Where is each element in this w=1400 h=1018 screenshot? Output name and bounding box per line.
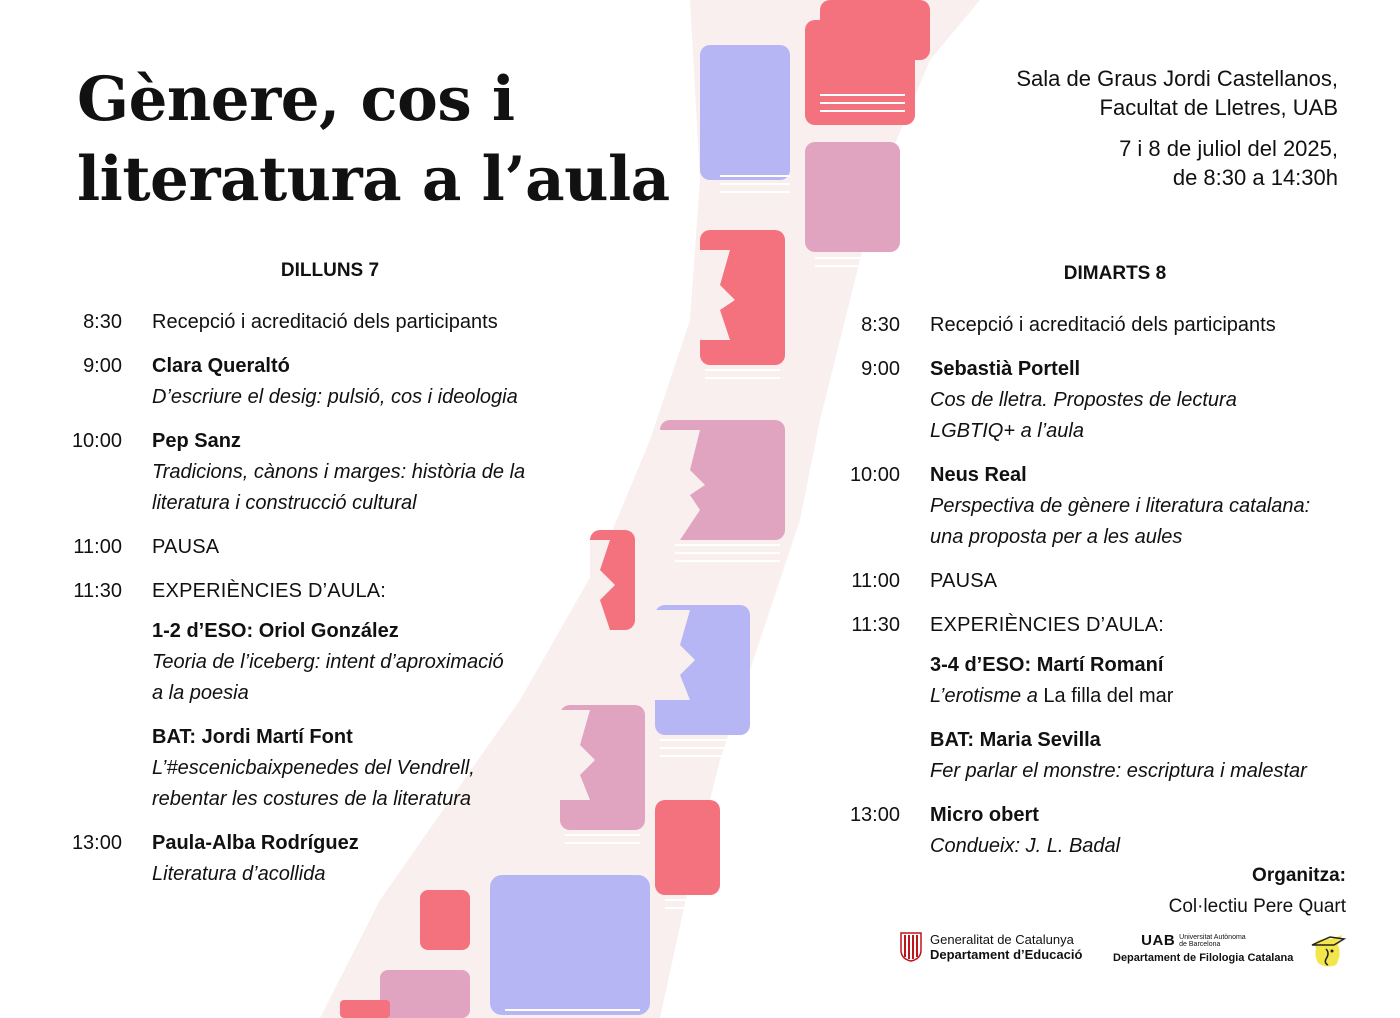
schedule-row [838, 460, 1358, 553]
schedule-row [838, 310, 1358, 341]
uab-top [1113, 932, 1293, 949]
schedule-entry [930, 460, 1358, 553]
schedule-text: PAUSA [152, 536, 220, 558]
talk-title-line-1: Tradicions, cànons i marges: història de la [152, 461, 526, 483]
generalitat-text [930, 932, 1082, 962]
talk-title-line-2: rebentar les costures de la literatura [152, 788, 472, 810]
schedule-time: 11:00 [851, 570, 900, 592]
day2-heading: DIMARTS 8 [1063, 263, 1167, 284]
schedule-time: 9:00 [861, 358, 900, 380]
talk-title-line-2: a la poesia [152, 682, 249, 704]
talk-title-line-1: Teoria de l’iceberg: intent d’aproximació [152, 651, 504, 673]
title-line-2: literatura a l’aula [77, 144, 670, 215]
schedule-row [838, 610, 1358, 641]
schedule-time: 11:30 [851, 614, 900, 636]
organizer-block [1169, 860, 1346, 922]
talk-title-italic: L’erotisme a [930, 685, 1038, 707]
talk-title: Condueix: J. L. Badal [930, 835, 1121, 857]
talk-title: Literatura d’acollida [152, 863, 326, 885]
schedule-row [60, 426, 580, 519]
book-icon [490, 875, 650, 1015]
book-icon [655, 800, 720, 895]
speaker-name: Clara Queraltó [152, 355, 290, 377]
schedule-time: 13:00 [849, 804, 900, 826]
schedule-time: 8:30 [861, 314, 900, 336]
schedule-row [838, 650, 1358, 712]
day2-schedule [838, 310, 1358, 862]
schedule-time: 13:00 [71, 832, 122, 854]
book-icon [380, 970, 470, 1018]
book-icon [805, 142, 900, 252]
uab-sub-line-2: de Barcelona [1179, 940, 1221, 948]
schedule-entry [152, 351, 580, 413]
schedule-entry [930, 354, 1358, 447]
page-title [77, 60, 677, 220]
schedule-row [60, 576, 580, 607]
schedule-row [838, 354, 1358, 447]
talk-title-line-2: una proposta per a les aules [930, 526, 1183, 548]
speaker-name: Pep Sanz [152, 430, 241, 452]
talk-title-line-2: literatura i construcció cultural [152, 492, 417, 514]
venue-hours: de 8:30 a 14:30h [1172, 165, 1338, 190]
generalitat-logo [900, 932, 1082, 962]
schedule-row [838, 566, 1358, 597]
schedule-row [60, 351, 580, 413]
uab-logo [1113, 932, 1293, 964]
schedule-row [60, 532, 580, 563]
title-line-1: Gènere, cos i [77, 64, 515, 135]
uab-department: Departament de Filologia Catalana [1113, 952, 1294, 964]
schedule-text: PAUSA [930, 570, 998, 592]
book-icon [805, 20, 915, 125]
schedule-row [60, 828, 580, 890]
speaker-name: 1-2 d’ESO: Oriol González [152, 620, 399, 642]
schedule-text: EXPERIÈNCIES D’AULA: [930, 614, 1165, 636]
book-icon [340, 1000, 390, 1018]
organizer-name: Col·lectiu Pere Quart [1168, 896, 1346, 917]
schedule-entry [152, 426, 580, 519]
talk-title-line-1: L’#escenicbaixpenedes del Vendrell, [152, 757, 475, 779]
schedule-text: EXPERIÈNCIES D’AULA: [152, 580, 387, 602]
speaker-name: BAT: Maria Sevilla [930, 729, 1101, 751]
speaker-name: Sebastià Portell [930, 358, 1081, 380]
schedule-row [838, 800, 1358, 862]
uab-subtitle [1179, 934, 1265, 948]
schedule-row [60, 307, 580, 338]
schedule-time: 10:00 [849, 464, 900, 486]
day1-heading: DILLUNS 7 [280, 260, 380, 281]
schedule-entry [152, 722, 580, 815]
schedule-row [60, 722, 580, 815]
uab-mark: UAB [1141, 932, 1176, 949]
venue-spacer [918, 122, 1338, 134]
speaker-name: Paula-Alba Rodríguez [152, 832, 359, 854]
schedule-entry [152, 828, 580, 890]
talk-title-work: La filla del mar [1037, 685, 1174, 707]
schedule-text: Recepció i acreditació dels participants [930, 314, 1276, 336]
schedule-text: Recepció i acreditació dels participants [152, 311, 498, 333]
schedule-entry [152, 616, 580, 709]
venue-date: 7 i 8 de juliol del 2025, [1119, 136, 1338, 161]
talk-title [930, 681, 1358, 712]
venue-line-1: Sala de Graus Jordi Castellanos, [1016, 66, 1338, 91]
venue-info [918, 64, 1338, 192]
department-name: Departament d’Educació [930, 947, 1083, 962]
senyera-shield-icon [900, 932, 922, 962]
talk-title-line-1: Cos de lletra. Propostes de lectura [930, 389, 1237, 411]
schedule-time: 10:00 [71, 430, 122, 452]
book-icon [700, 45, 790, 180]
venue-line-2: Facultat de Lletres, UAB [1099, 95, 1338, 120]
schedule-time: 8:30 [83, 311, 122, 333]
schedule-time: 11:00 [73, 536, 122, 558]
book-icon [420, 890, 470, 950]
generalitat-name: Generalitat de Catalunya [930, 932, 1074, 947]
schedule-time: 11:30 [73, 580, 122, 602]
schedule-row [60, 616, 580, 709]
speaker-name: BAT: Jordi Martí Font [152, 726, 353, 748]
pere-quart-logo-icon [1308, 931, 1348, 971]
talk-title: D’escriure el desig: pulsió, cos i ideologia [152, 386, 518, 408]
speaker-name: Micro obert [930, 804, 1039, 826]
uab-sub-line-1: Universitat Autònoma [1179, 933, 1246, 941]
speaker-name: Neus Real [930, 464, 1027, 486]
day1-schedule [60, 307, 580, 890]
schedule-time: 9:00 [83, 355, 122, 377]
schedule-row [838, 725, 1358, 787]
talk-title-line-2: LGBTIQ+ a l’aula [930, 420, 1084, 442]
speaker-name: 3-4 d’ESO: Martí Romaní [930, 654, 1164, 676]
talk-title-line-1: Perspectiva de gènere i literatura catalana: [930, 495, 1311, 517]
talk-title: Fer parlar el monstre: escriptura i malestar [930, 760, 1307, 782]
schedule-entry [930, 650, 1358, 712]
schedule-entry [930, 725, 1358, 787]
organizer-label: Organitza: [1252, 865, 1346, 886]
schedule-entry [930, 800, 1358, 862]
